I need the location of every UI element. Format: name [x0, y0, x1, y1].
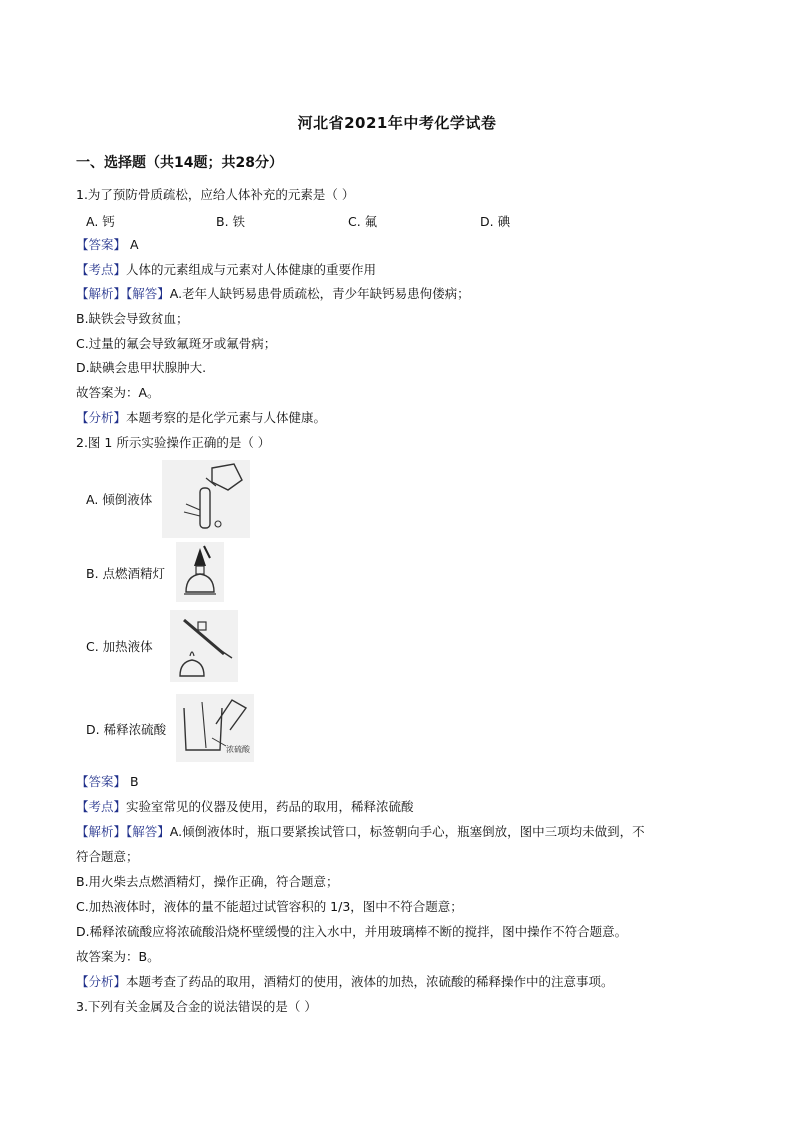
q2-conclusion: 故答案为：B。	[76, 949, 160, 964]
q1-option-b: B. 铁	[216, 214, 246, 229]
concentrated-acid-label: 浓硫酸	[226, 745, 250, 754]
q1-conclusion: 故答案为：A。	[76, 385, 160, 400]
light-lamp-image	[176, 542, 224, 602]
q2-jiexi-3: C.加热液体时，液体的量不能超过试管容积的 1/3，图中不符合题意；	[76, 899, 463, 914]
q2-jiexi-2: B.用火柴去点燃酒精灯，操作正确，符合题意；	[76, 874, 339, 889]
q2-answer-line	[76, 773, 139, 791]
q2-jiexi-4: D.稀释浓硫酸应将浓硫酸沿烧杯壁缓慢的注入水中，并用玻璃棒不断的搅拌，图中操作不符合题意。	[76, 924, 628, 939]
q1-jiexi-1: A.老年人缺钙易患骨质疏松，青少年缺钙易患佝偻病；	[169, 286, 470, 301]
q1-answer: A	[126, 237, 139, 252]
q1-jiexi-2: B.缺铁会导致贫血；	[76, 311, 189, 326]
q1-answer-line	[76, 236, 139, 254]
q2-fenxi-line	[76, 973, 614, 991]
q2-option-c: C. 加热液体	[86, 639, 153, 654]
q2-fenxi: 本题考查了药品的取用，酒精灯的使用，液体的加热，浓硫酸的稀释操作中的注意事项。	[126, 974, 614, 989]
q1-jiexi-4: D.缺碘会患甲状腺肿大.	[76, 360, 207, 375]
dilute-acid-image	[176, 694, 254, 762]
q2-kaodian: 实验室常见的仪器及使用，药品的取用，稀释浓硫酸	[126, 799, 414, 814]
page-title: 河北省2021年中考化学试卷	[297, 114, 497, 132]
heat-liquid-image	[170, 610, 238, 682]
fenxi-tag: 【分析】	[76, 974, 127, 989]
q2-answer: B	[126, 774, 139, 789]
kaodian-tag: 【考点】	[76, 799, 127, 814]
jiexi-tag: 【解析】【解答】	[76, 824, 170, 839]
q2-jiexi-line	[76, 823, 645, 841]
q1-jiexi-line	[76, 285, 470, 303]
q1-kaodian: 人体的元素组成与元素对人体健康的重要作用	[126, 262, 377, 277]
q1-jiexi-3: C.过量的氟会导致氟斑牙或氟骨病；	[76, 336, 277, 351]
q1-stem: 1.为了预防骨质疏松，应给人体补充的元素是（ ）	[76, 187, 355, 202]
q2-kaodian-line	[76, 798, 414, 816]
answer-tag: 【答案】	[76, 774, 127, 789]
q1-option-c: C. 氟	[348, 214, 378, 229]
q1-option-a: A. 钙	[86, 214, 115, 229]
q2-option-b: B. 点燃酒精灯	[86, 566, 166, 581]
fenxi-tag: 【分析】	[76, 410, 127, 425]
answer-tag: 【答案】	[76, 237, 127, 252]
q2-jiexi-1b: 符合题意；	[76, 849, 139, 864]
kaodian-tag: 【考点】	[76, 262, 127, 277]
pour-liquid-image	[162, 460, 250, 538]
q2-jiexi-1: A.倾倒液体时，瓶口要紧挨试管口，标签朝向手心，瓶塞倒放，图中三项均未做到，不	[169, 824, 645, 839]
q2-stem: 2.图 1 所示实验操作正确的是（ ）	[76, 435, 271, 450]
q2-option-d: D. 稀释浓硫酸	[86, 722, 167, 737]
q1-fenxi-line	[76, 409, 326, 427]
q2-option-a: A. 倾倒液体	[86, 492, 153, 507]
q3-stem: 3.下列有关金属及合金的说法错误的是（ ）	[76, 999, 317, 1014]
q1-option-d: D. 碘	[480, 214, 511, 229]
section-heading: 一、选择题（共14题；共28分）	[76, 155, 283, 171]
q1-fenxi: 本题考察的是化学元素与人体健康。	[126, 410, 327, 425]
jiexi-tag: 【解析】【解答】	[76, 286, 170, 301]
q1-kaodian-line	[76, 261, 376, 279]
